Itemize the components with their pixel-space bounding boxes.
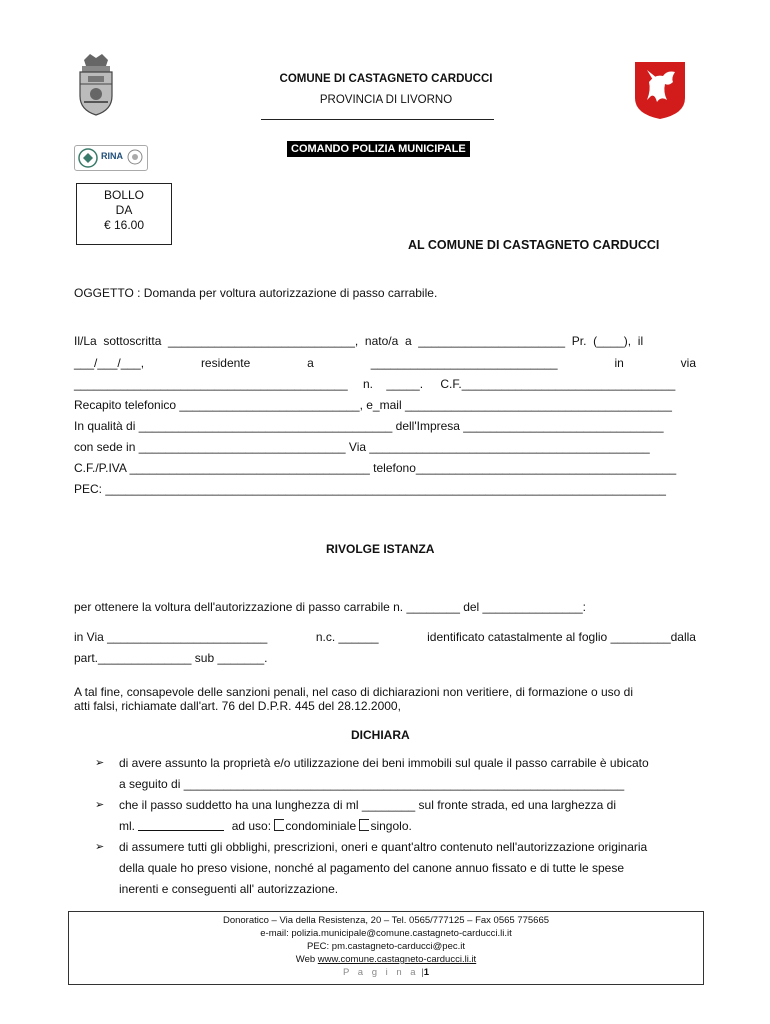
page-number: 1: [423, 967, 429, 978]
bullet-2-line-1: che il passo suddetto ha una lunghezza di ml ________ sul fronte strada, ed una larghezza di: [119, 798, 617, 812]
header-divider: [261, 119, 494, 120]
form-r3-cf: C.F.________________________________: [440, 377, 676, 391]
footer-web-label: Web: [295, 954, 316, 965]
footer-web: [69, 953, 703, 966]
b2-uso-label: ad uso:: [231, 819, 272, 833]
form-row-8: PEC: ____________________________________________________________________________________: [74, 482, 666, 496]
form-row-5: In qualità di ______________________________________ dell'Impresa ______________________________: [74, 419, 664, 433]
tuscany-emblem: [633, 60, 687, 120]
condominiale-checkbox[interactable]: [274, 819, 284, 831]
istanza-line-2: [74, 630, 696, 644]
castagneto-coat-of-arms: [76, 54, 116, 116]
form-row-7: C.F./P.IVA ____________________________________ telefono_______________________________________: [74, 461, 677, 475]
bullet-arrow-icon: ➢: [95, 841, 105, 853]
b2-ml-blank: [138, 830, 224, 831]
footer-pagination: P a g i n a |1: [342, 967, 429, 978]
oggetto-line: OGGETTO : Domanda per voltura autorizzazione di passo carrabile.: [74, 286, 438, 300]
bollo-box: [76, 183, 172, 245]
form-row-4: Recapito telefonico ___________________________, e_mail ________________________________________: [74, 398, 672, 412]
form-r3-via-blank: _________________________________________: [74, 377, 348, 391]
dichiara-heading: DICHIARA: [351, 728, 410, 742]
bullet-1-line-2: a seguito di __________________________________________________________________: [119, 777, 625, 791]
rivolge-istanza-heading: RIVOLGE ISTANZA: [326, 542, 435, 556]
bollo-line2: DA: [115, 203, 133, 217]
form-row-1: Il/La sottoscritta ____________________________, nato/a a ______________________ Pr. (____), il: [74, 334, 644, 348]
bullet-3-line-2: della quale ho preso visione, nonché al pagamento del canone annuo fissato e di tutte le spese: [119, 861, 625, 875]
form-r2-blank: ____________________________: [370, 356, 558, 370]
premessa-line-2: atti falsi, richiamate dall'art. 76 del D.P.R. 445 del 28.12.2000,: [74, 699, 401, 713]
bollo-line1: BOLLO: [103, 188, 145, 202]
page-footer: [68, 911, 704, 985]
comando-banner: COMANDO POLIZIA MUNICIPALE: [287, 141, 470, 157]
provincia-title: PROVINCIA DI LIVORNO: [319, 94, 453, 106]
bullet-arrow-icon: ➢: [95, 799, 105, 811]
bullet-arrow-icon: ➢: [95, 757, 105, 769]
form-row-6: con sede in _______________________________ Via __________________________________________: [74, 440, 650, 454]
istanza-line-3: part.______________ sub _______.: [74, 651, 268, 665]
footer-web-link[interactable]: www.comune.castagneto-carducci.li.it: [317, 954, 477, 965]
form-r3-n-blank: _____.: [386, 377, 424, 391]
form-r2-residente: residente: [200, 356, 251, 370]
bollo-amount: € 16.00: [103, 218, 145, 232]
footer-pec: PEC: pm.castagneto-carducci@pec.it: [306, 941, 466, 952]
form-r2-in: in: [614, 356, 624, 370]
bullet-3-line-1: di assumere tutti gli obblighi, prescrizioni, oneri e quant'altro contenuto nell'autorizzazione originaria: [119, 840, 648, 854]
istanza-foglio: identificato catastalmente al foglio _________dalla: [427, 630, 696, 644]
form-r2-date: ___/___/___,: [74, 356, 145, 370]
form-r3-n: n.: [362, 377, 373, 391]
form-r2-a: a: [307, 356, 314, 370]
footer-address: Donoratico – Via della Resistenza, 20 – Tel. 0565/777125 – Fax 0565 775665: [222, 915, 550, 926]
comune-title: COMUNE DI CASTAGNETO CARDUCCI: [279, 73, 493, 85]
b2-opt-condominiale: condominiale: [285, 819, 357, 833]
istanza-line-1: per ottenere la voltura dell'autorizzazione di passo carrabile n. ________ del _______________:: [74, 600, 586, 614]
bullet-1-line-1: di avere assunto la proprietà e/o utilizzazione dei beni immobili sul quale il passo carrabile è ubicato: [119, 756, 649, 770]
istanza-via: in Via ________________________: [74, 630, 268, 644]
rina-text: RINA: [101, 151, 123, 161]
rina-certification-logo: [74, 145, 148, 171]
istanza-nc: n.c. ______: [315, 630, 379, 644]
form-row-2: [74, 356, 696, 370]
form-r2-via: via: [680, 356, 696, 370]
footer-email: e-mail: polizia.municipale@comune.castagneto-carducci.li.it: [260, 928, 512, 939]
page-label: P a g i n a: [342, 967, 419, 978]
b2-opt-singolo: singolo.: [370, 819, 412, 833]
premessa-line-1: A tal fine, consapevole delle sanzioni penali, nel caso di dichiarazioni non veritiere, di formazione o uso di: [74, 685, 634, 699]
bullet-3-line-3: inerenti e conseguenti all' autorizzazione.: [119, 882, 339, 896]
singolo-checkbox[interactable]: [359, 819, 369, 831]
form-row-3: [74, 377, 696, 391]
recipient: AL COMUNE DI CASTAGNETO CARDUCCI: [408, 238, 660, 252]
b2-ml-label: ml.: [119, 819, 135, 833]
bullet-2-line-2: [119, 819, 412, 833]
